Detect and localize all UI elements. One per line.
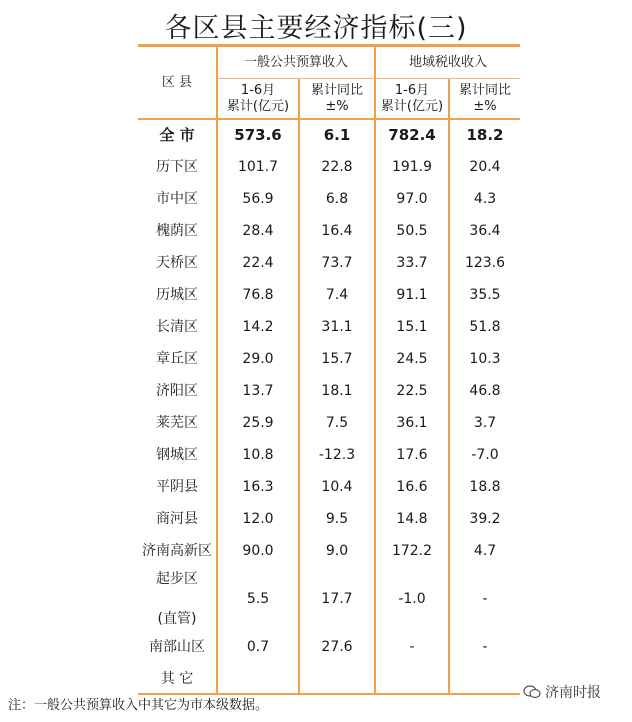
district-name-cell: 历城区 — [156, 287, 198, 303]
district-name-cell: 济阳区 — [156, 383, 198, 399]
value-cell: 36.4 — [469, 223, 501, 239]
value-cell: 46.8 — [469, 383, 501, 399]
value-cell: 18.2 — [466, 126, 504, 144]
watermark-text: 济南时报 — [545, 685, 601, 701]
value-cell: 90.0 — [242, 543, 274, 559]
value-cell: 172.2 — [391, 543, 433, 559]
district-name-cell: 历下区 — [156, 159, 198, 175]
value-cell: 20.4 — [469, 159, 501, 175]
value-cell: -1.0 — [398, 591, 426, 607]
header-district: 区 县 — [161, 74, 193, 90]
value-cell: 5.5 — [246, 591, 270, 607]
value-cell: 4.7 — [473, 543, 497, 559]
header-tax-amount: 1-6月 累计(亿元) — [380, 83, 444, 114]
header-regional-tax: 地域税收收入 — [408, 54, 487, 70]
district-name-cell: 天桥区 — [156, 255, 198, 271]
value-cell — [300, 663, 374, 695]
district-name-cell: 章丘区 — [156, 351, 198, 367]
value-cell: 27.6 — [321, 639, 353, 655]
value-cell: 782.4 — [388, 126, 436, 144]
header-tax-growth: 累计同比 ±% — [458, 83, 511, 114]
district-name-cell: 槐荫区 — [156, 223, 198, 239]
value-cell: 7.4 — [325, 287, 349, 303]
district-name-cell: 长清区 — [156, 319, 198, 335]
value-cell: 10.3 — [469, 351, 501, 367]
value-cell: 191.9 — [391, 159, 433, 175]
value-cell: 51.8 — [469, 319, 501, 335]
district-name-cell: 钢城区 — [156, 447, 198, 463]
header-general-budget: 一般公共预算收入 — [243, 54, 348, 70]
value-cell: 15.7 — [321, 351, 353, 367]
value-cell: 7.5 — [325, 415, 349, 431]
value-cell: 22.5 — [396, 383, 428, 399]
value-cell: 33.7 — [396, 255, 428, 271]
watermark — [523, 682, 601, 702]
value-cell: 17.7 — [321, 591, 353, 607]
district-name-cell: 其 它 — [160, 671, 194, 687]
page-title: 各区县主要经济指标(三) — [164, 13, 468, 44]
value-cell: 16.3 — [242, 479, 274, 495]
value-cell: 56.9 — [242, 191, 274, 207]
value-cell — [376, 663, 448, 695]
value-cell: 39.2 — [469, 511, 501, 527]
value-cell: 123.6 — [464, 255, 506, 271]
value-cell — [450, 663, 520, 695]
value-cell: 17.6 — [396, 447, 428, 463]
value-cell: 15.1 — [396, 319, 428, 335]
value-cell: 12.0 — [242, 511, 274, 527]
value-cell: 22.4 — [242, 255, 274, 271]
district-name-cell: 莱芜区 — [156, 415, 198, 431]
wechat-logo-icon — [523, 685, 541, 699]
value-cell: 16.4 — [321, 223, 353, 239]
value-cell: 50.5 — [396, 223, 428, 239]
district-name-cell: 南部山区 — [149, 639, 205, 655]
value-cell: -7.0 — [471, 447, 499, 463]
value-cell — [218, 663, 298, 695]
value-cell: 6.1 — [323, 126, 351, 144]
value-cell: 25.9 — [242, 415, 274, 431]
value-cell: 16.6 — [396, 479, 428, 495]
value-cell: 24.5 — [396, 351, 428, 367]
value-cell: 31.1 — [321, 319, 353, 335]
value-cell: 0.7 — [246, 639, 270, 655]
value-cell: -12.3 — [318, 447, 356, 463]
value-cell: 97.0 — [396, 191, 428, 207]
value-cell: - — [482, 639, 488, 655]
value-cell: 35.5 — [469, 287, 501, 303]
value-cell: 22.8 — [321, 159, 353, 175]
value-cell: 10.8 — [242, 447, 274, 463]
value-cell: 29.0 — [242, 351, 274, 367]
value-cell: 76.8 — [242, 287, 274, 303]
value-cell: 28.4 — [242, 223, 274, 239]
footnote: 注：一般公共预算收入中其它为市本级数据。 — [8, 698, 269, 713]
value-cell: 6.8 — [325, 191, 349, 207]
value-cell: 14.8 — [396, 511, 428, 527]
value-cell: 73.7 — [321, 255, 353, 271]
value-cell: 573.6 — [234, 126, 282, 144]
value-cell: 3.7 — [473, 415, 497, 431]
value-cell: 10.4 — [321, 479, 353, 495]
value-cell: 36.1 — [396, 415, 428, 431]
value-cell: 91.1 — [396, 287, 428, 303]
district-name-cell: 商河县 — [156, 511, 198, 527]
district-name-cell: 济南高新区 — [142, 543, 212, 559]
district-name-cell: 平阴县 — [156, 479, 198, 495]
district-name-cell: 起步区 (直管) — [156, 571, 198, 627]
value-cell: 13.7 — [242, 383, 274, 399]
district-name-cell: 全 市 — [159, 126, 195, 144]
value-cell: 18.8 — [469, 479, 501, 495]
value-cell: 14.2 — [242, 319, 274, 335]
value-cell: 9.0 — [325, 543, 349, 559]
value-cell: - — [482, 591, 488, 607]
district-name-cell: 市中区 — [156, 191, 198, 207]
group-header-divider — [216, 78, 520, 79]
value-cell: 4.3 — [473, 191, 497, 207]
header-budget-amount: 1-6月 累计(亿元) — [226, 83, 290, 114]
value-cell: 101.7 — [237, 159, 279, 175]
value-cell: 9.5 — [325, 511, 349, 527]
header-budget-growth: 累计同比 ±% — [310, 83, 363, 114]
value-cell: 18.1 — [321, 383, 353, 399]
value-cell: - — [409, 639, 415, 655]
